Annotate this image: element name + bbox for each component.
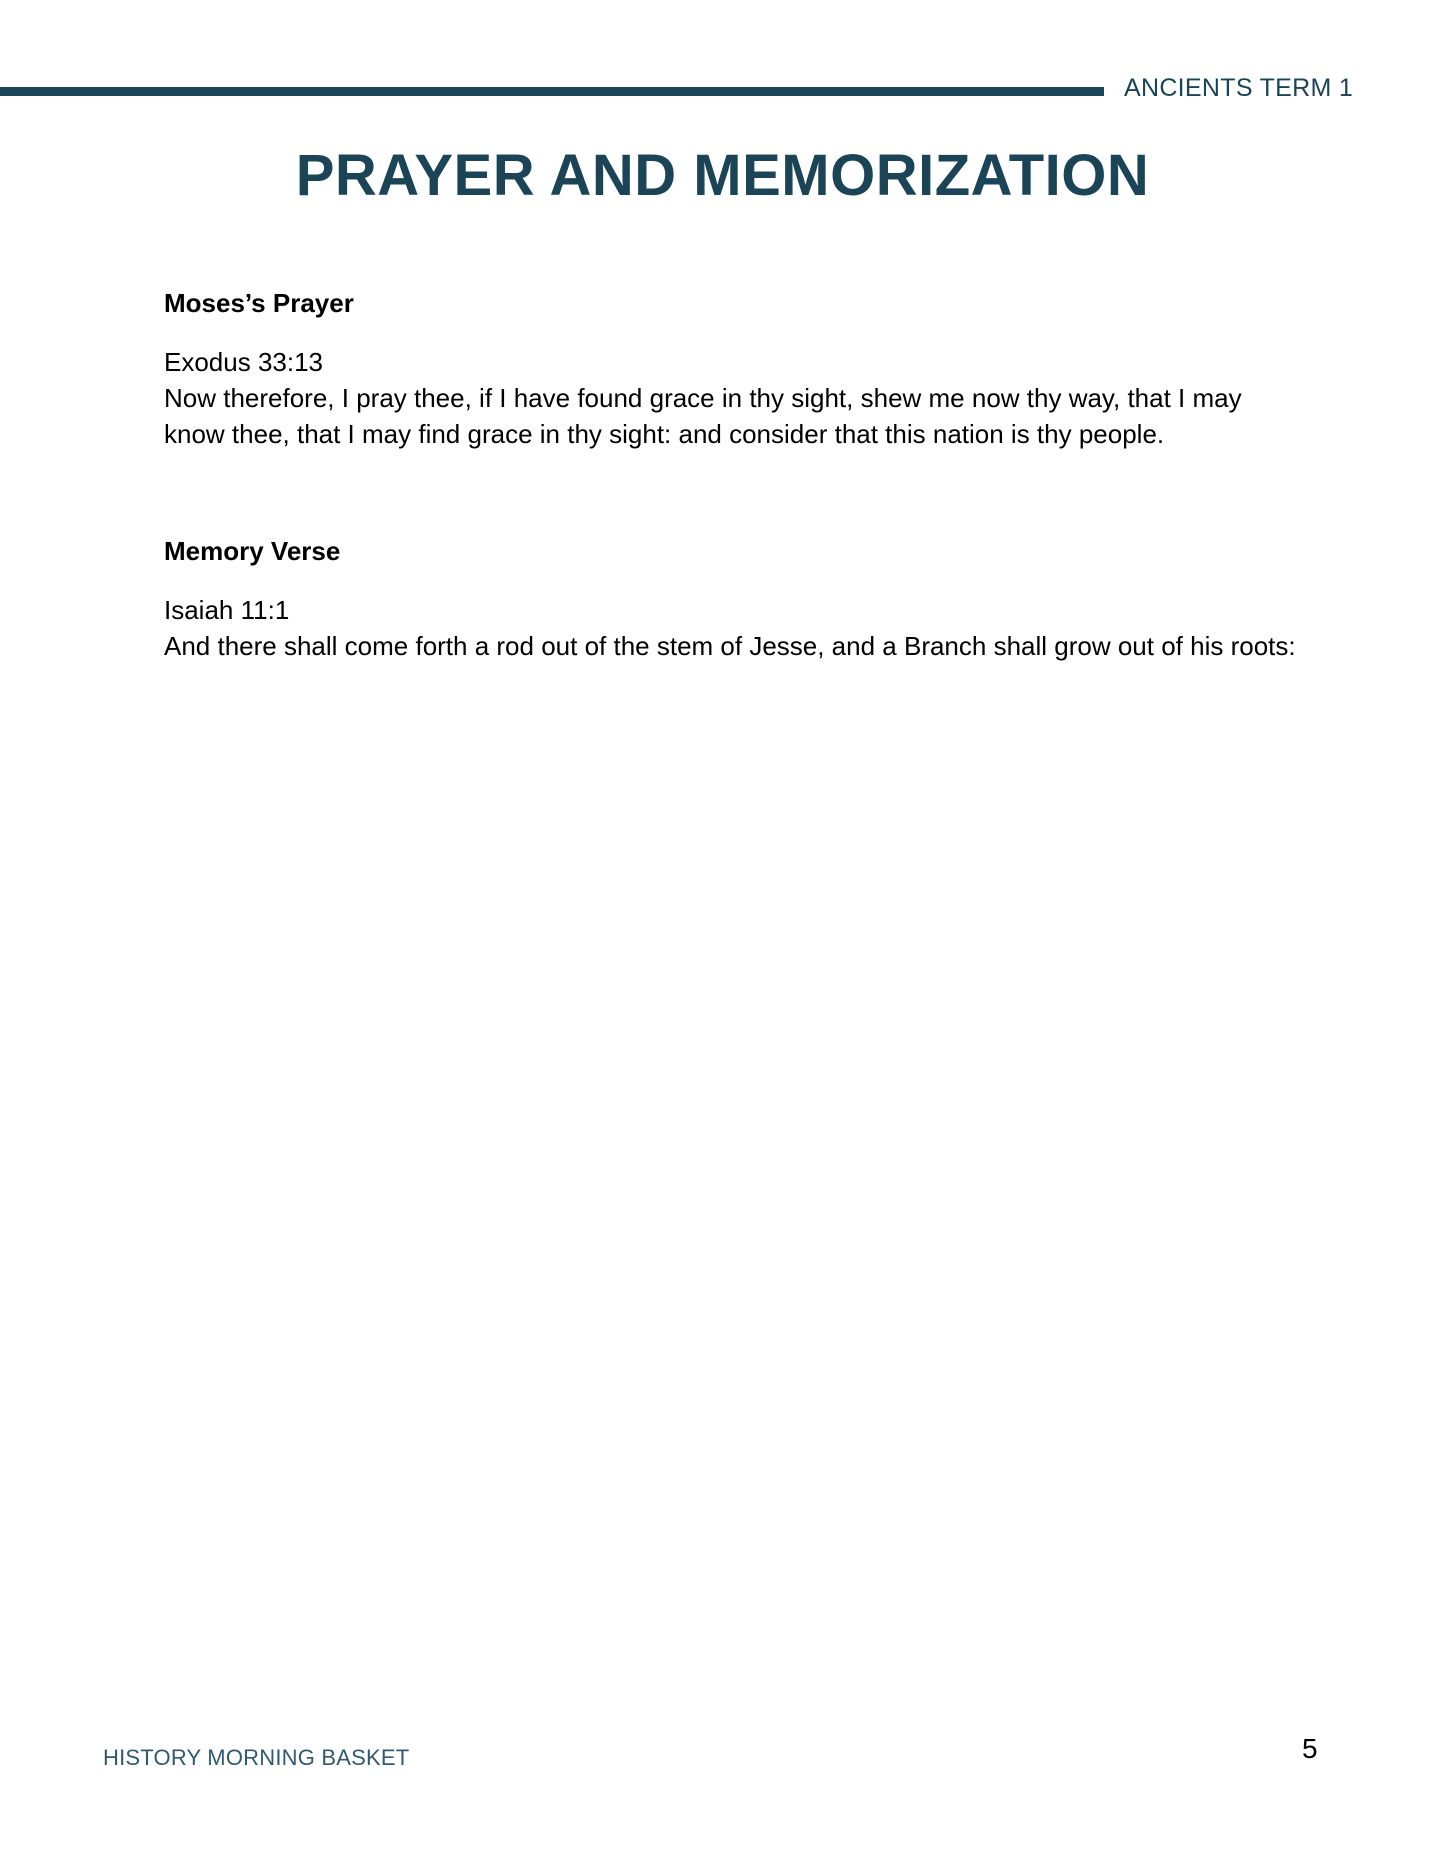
footer-label: HISTORY MORNING BASKET [103, 1745, 410, 1770]
section-heading: Memory Verse [164, 536, 341, 566]
scripture-reference: Isaiah 11:1 [164, 595, 290, 625]
header-label: ANCIENTS TERM 1 [1124, 74, 1354, 102]
section-heading: Moses’s Prayer [164, 288, 354, 318]
scripture-passage: And there shall come forth a rod out of the stem of Jesse, and a Branch shall grow out of his roots: [164, 631, 1296, 661]
page-number: 5 [1302, 1733, 1318, 1764]
scripture-reference: Exodus 33:13 [164, 347, 324, 377]
section-moses-prayer [164, 286, 1304, 452]
scripture-passage: Now therefore, I pray thee, if I have found grace in thy sight, shew me now thy way, that I may know thee, that I may find grace in thy sight: and consider that this nation is thy people. [164, 383, 1242, 449]
page-title: PRAYER AND MEMORIZATION [295, 143, 1150, 208]
header-rule [0, 87, 1104, 96]
section-memory-verse [164, 534, 1304, 664]
